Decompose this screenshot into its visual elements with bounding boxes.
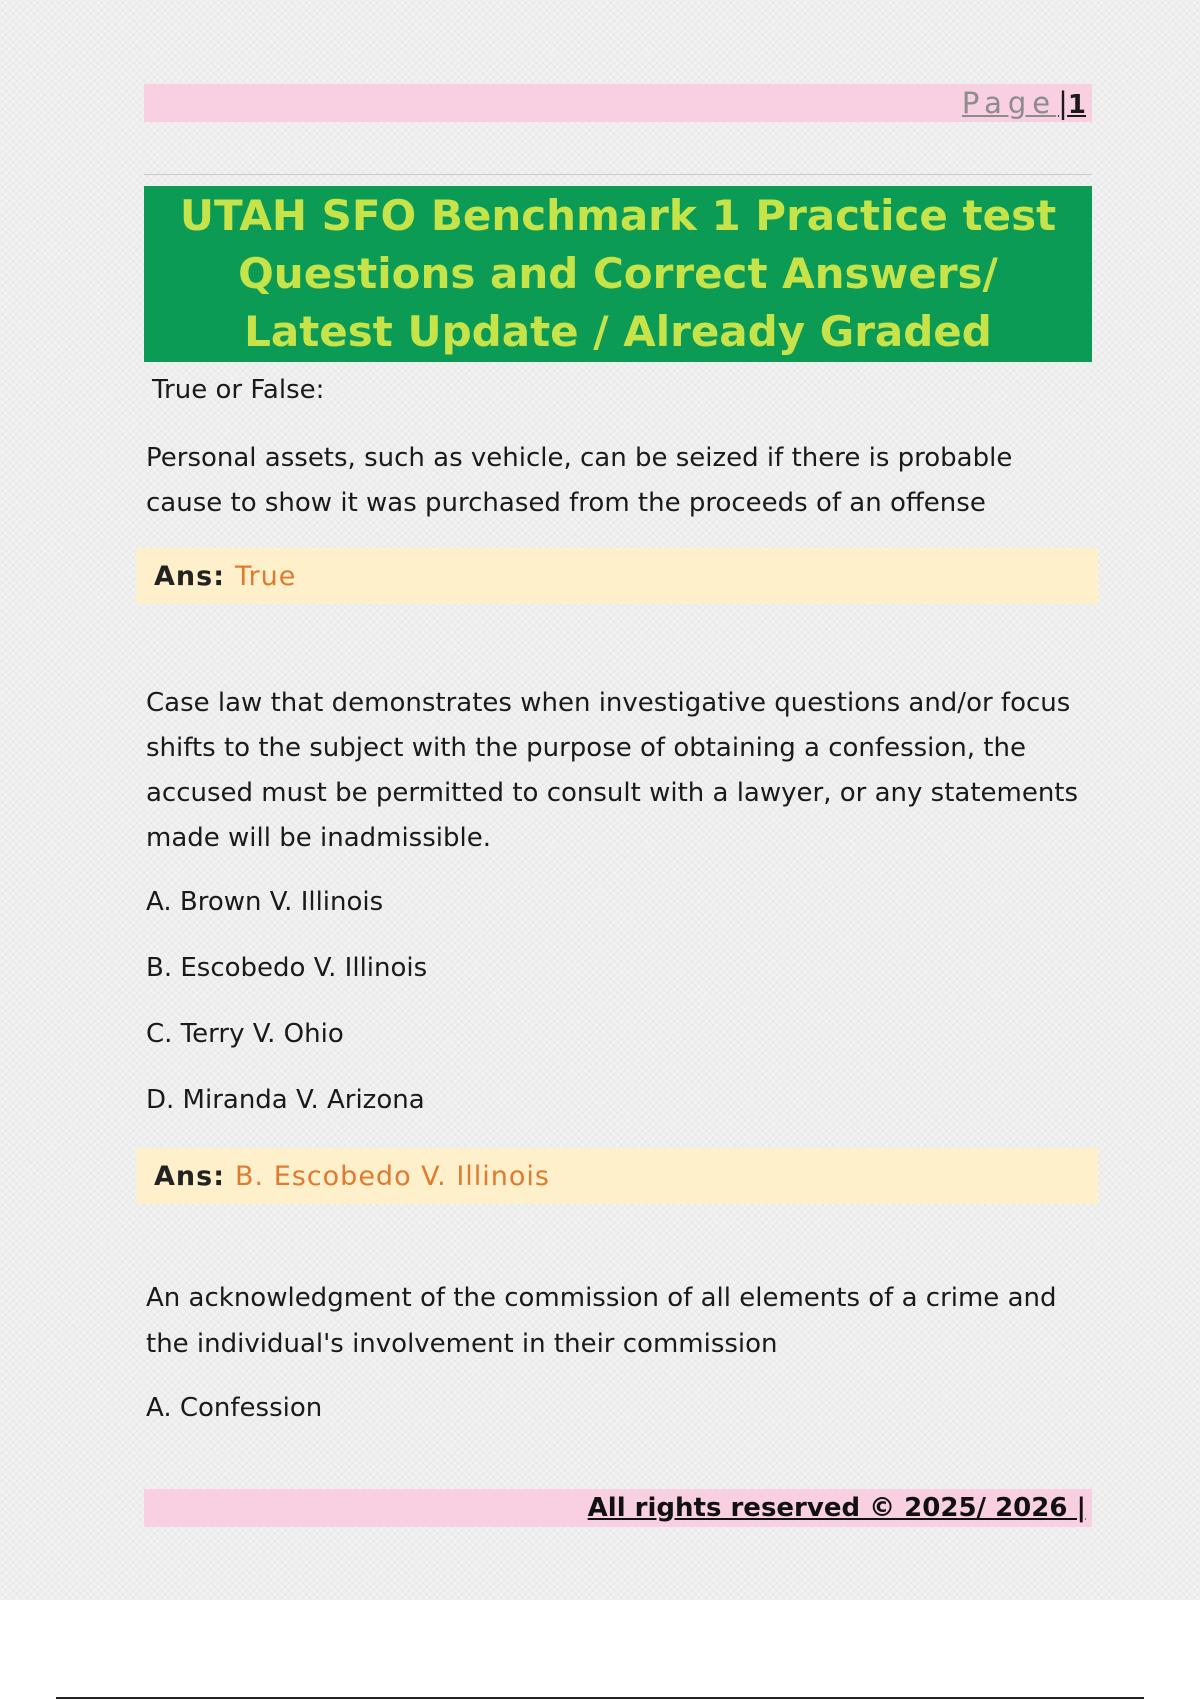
- option-a: A. Brown V. Illinois: [146, 887, 384, 917]
- question-1-line-2: cause to show it was purchased from the proceeds of an offense: [146, 488, 986, 518]
- question-2-line-3: accused must be permitted to consult with a lawyer, or any statements: [146, 778, 1079, 808]
- answer-box-2: [136, 1148, 1098, 1204]
- option-a: A. Confession: [146, 1393, 323, 1423]
- page-label: Page: [961, 86, 1057, 120]
- question-2-line-4: made will be inadmissible.: [146, 823, 491, 853]
- page-number: 1: [1067, 90, 1086, 120]
- page-header-band: [144, 84, 1092, 122]
- answer-box-1: [136, 548, 1098, 604]
- copyright-notice: All rights reserved © 2025/ 2026 |: [587, 1493, 1086, 1523]
- page-number-indicator: [962, 86, 1086, 122]
- header-divider: [144, 174, 1092, 175]
- question-1-line-1: Personal assets, such as vehicle, can be seized if there is probable: [146, 443, 1013, 473]
- option-b: B. Escobedo V. Illinois: [146, 953, 428, 983]
- page-footer-band: [144, 1489, 1092, 1527]
- title-banner: [144, 186, 1092, 362]
- bottom-divider: [56, 1697, 1144, 1699]
- option-c: C. Terry V. Ohio: [146, 1019, 344, 1049]
- question-2-line-1: Case law that demonstrates when investigative questions and/or focus: [146, 688, 1071, 718]
- page-separator: |: [1058, 86, 1068, 120]
- question-3-line-1: An acknowledgment of the commission of all elements of a crime and: [146, 1283, 1057, 1313]
- answer-label: Ans:: [154, 560, 225, 592]
- question-3-line-2: the individual's involvement in their commission: [146, 1329, 778, 1359]
- question-1-prompt: True or False:: [152, 375, 325, 405]
- answer-value: B. Escobedo V. Illinois: [235, 1160, 550, 1192]
- question-2-line-2: shifts to the subject with the purpose of obtaining a confession, the: [146, 733, 1026, 763]
- answer-label: Ans:: [154, 1160, 225, 1192]
- answer-value: True: [235, 560, 297, 592]
- document-title: UTAH SFO Benchmark 1 Practice test Questions and Correct Answers/ Latest Update / Already Graded: [179, 191, 1057, 356]
- option-d: D. Miranda V. Arizona: [146, 1085, 425, 1115]
